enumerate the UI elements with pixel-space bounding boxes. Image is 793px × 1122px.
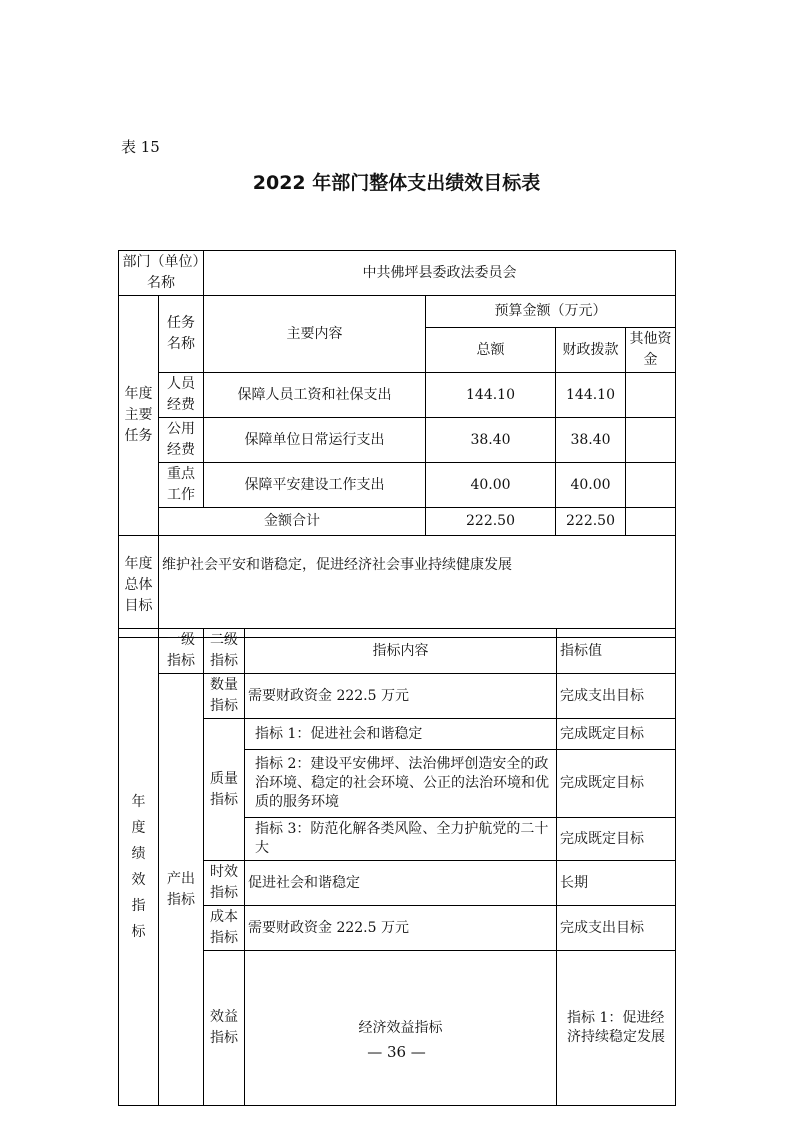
indicator-content: 指标 1：促进经济持续稳定发展 [557, 951, 676, 1106]
task-content: 保障平安建设工作支出 [204, 463, 426, 508]
indicator-content: 指标 2：建设平安佛坪、法治佛坪创造安全的政治环境、稳定的社会环境、公正的法治环境和优质的服务环境 [245, 750, 557, 818]
sum-fiscal: 222.50 [556, 508, 626, 536]
output-indicator-label: 产出指标 [159, 674, 204, 1106]
table-row [119, 418, 676, 463]
sum-label: 金额合计 [159, 508, 426, 536]
other-header: 其他资金 [626, 328, 676, 373]
annual-tasks-label: 年度主要任务 [119, 296, 159, 536]
indicator-content: 需要财政资金 222.5 万元 [245, 674, 557, 719]
total-header: 总额 [426, 328, 556, 373]
table-label: 表 15 [121, 138, 160, 156]
sum-total: 222.50 [426, 508, 556, 536]
level2-label: 数量指标 [204, 674, 245, 719]
task-fiscal: 144.10 [556, 373, 626, 418]
dept-label: 部门（单位）名称 [119, 251, 204, 296]
task-name: 重点工作 [159, 463, 204, 508]
indicator-table [118, 628, 676, 1106]
table-row [119, 463, 676, 508]
task-name: 公用经费 [159, 418, 204, 463]
task-other [626, 463, 676, 508]
task-name-header: 任务名称 [159, 296, 204, 373]
task-name: 人员经费 [159, 373, 204, 418]
page-number: — 36 — [367, 1043, 426, 1061]
indicator-value: 完成既定目标 [557, 750, 676, 818]
benefit-indicator-label: 效益指标 [204, 951, 245, 1106]
level2-label: 经济效益指标 [245, 951, 557, 1106]
fiscal-header: 财政拨款 [556, 328, 626, 373]
overall-goal-text: 维护社会平安和谐稳定，促进经济社会事业持续健康发展 [159, 536, 676, 638]
budget-table [118, 250, 676, 638]
main-content-header: 主要内容 [204, 296, 426, 373]
task-total: 144.10 [426, 373, 556, 418]
task-fiscal: 38.40 [556, 418, 626, 463]
dept-value: 中共佛坪县委政法委员会 [204, 251, 676, 296]
sum-other [626, 508, 676, 536]
value-header: 指标值 [557, 629, 676, 674]
level1-header: 一级指标 [159, 629, 204, 674]
sum-row [119, 508, 676, 536]
indicator-value: 完成既定目标 [557, 818, 676, 861]
table-row [119, 373, 676, 418]
task-content: 保障人员工资和社保支出 [204, 373, 426, 418]
annual-indicators-label [119, 629, 159, 1106]
budget-header: 预算金额（万元） [426, 296, 676, 328]
task-content: 保障单位日常运行支出 [204, 418, 426, 463]
level2-label: 时效指标 [204, 861, 245, 906]
level2-label: 质量指标 [204, 719, 245, 861]
annual-indicators-text: 年度绩效指标 [131, 794, 146, 940]
indicator-value: 完成支出目标 [557, 906, 676, 951]
indicator-value: 完成既定目标 [557, 719, 676, 750]
level2-header: 二级指标 [204, 629, 245, 674]
level2-label: 成本指标 [204, 906, 245, 951]
overall-goal-label: 年度总体目标 [119, 536, 159, 638]
indicator-content: 指标 1：促进社会和谐稳定 [245, 719, 557, 750]
document-title: 2022 年部门整体支出绩效目标表 [252, 172, 541, 194]
task-fiscal: 40.00 [556, 463, 626, 508]
indicator-value: 长期 [557, 861, 676, 906]
content-header: 指标内容 [245, 629, 557, 674]
task-total: 38.40 [426, 418, 556, 463]
indicator-content: 促进社会和谐稳定 [245, 861, 557, 906]
indicator-content: 指标 3：防范化解各类风险、全力护航党的二十大 [245, 818, 557, 861]
task-other [626, 418, 676, 463]
task-other [626, 373, 676, 418]
indicator-value: 完成支出目标 [557, 674, 676, 719]
indicator-content: 需要财政资金 222.5 万元 [245, 906, 557, 951]
table-row [119, 674, 676, 719]
task-total: 40.00 [426, 463, 556, 508]
